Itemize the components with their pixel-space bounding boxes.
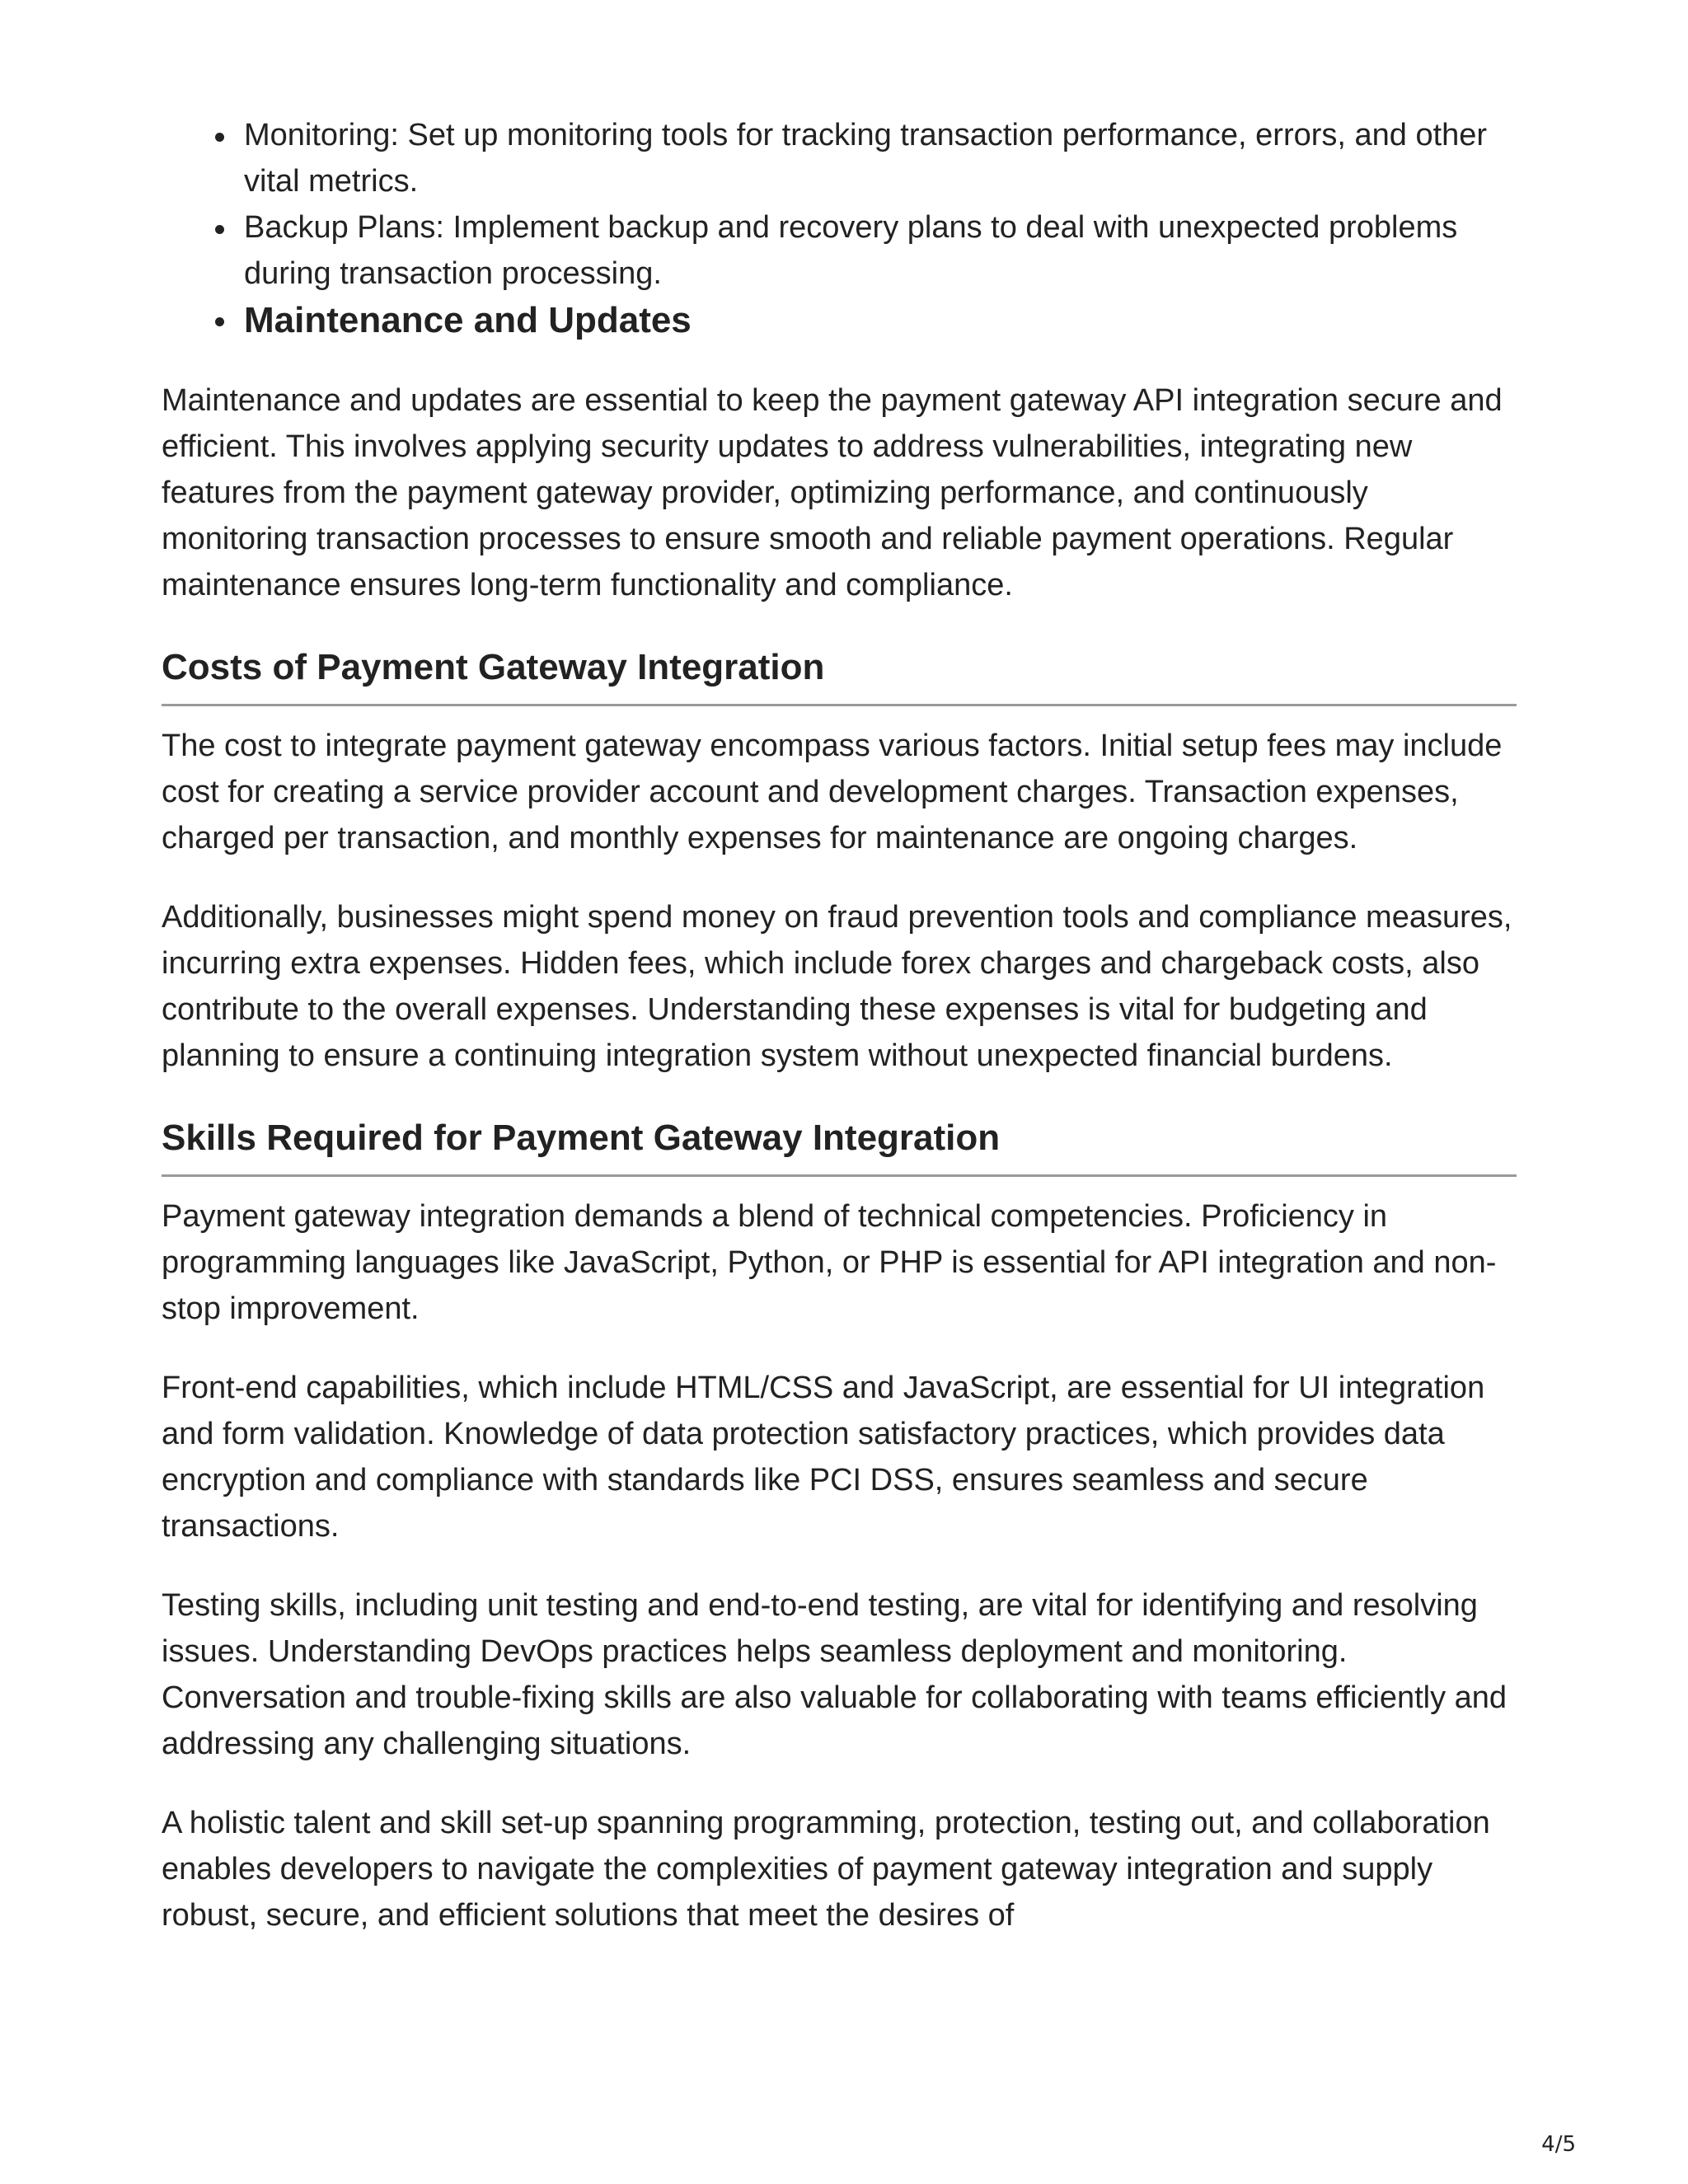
maintenance-paragraph: Maintenance and updates are essential to keep the payment gateway API integration secure and efficient. This involves applying security updates to address vulnerabilities, integrating new features from the payment gateway provider, optimizing performance, and continuously monitoring transaction processes to ensure smooth and reliable payment operations. Regular maintenance ensures long-term functionality and compliance. xyxy=(162,383,1503,602)
skills-paragraph-1: Payment gateway integration demands a blend of technical competencies. Proficiency in programming languages like JavaScript, Python, or PHP is essential for API integration and non-stop improvement. xyxy=(162,1199,1497,1326)
costs-heading: Costs of Payment Gateway Integration xyxy=(162,643,1517,706)
skills-paragraph-2: Front-end capabilities, which include HTML/CSS and JavaScript, are essential for UI integration and form validation. Knowledge of data protection satisfactory practices, which provides data encryption and compliance with standards like PCI DSS, ensures seamless and secure transactions. xyxy=(162,1371,1485,1544)
bullet-item-backup-plans: Backup Plans: Implement backup and recovery plans to deal with unexpected problems during transaction processing. xyxy=(244,204,1517,297)
page-number: 4/5 xyxy=(1541,2132,1576,2157)
costs-paragraph-2: Additionally, businesses might spend money on fraud prevention tools and compliance measures, incurring extra expenses. Hidden fees, which include forex charges and chargeback costs, also contribute to the overall expenses. Understanding these expenses is vital for budgeting and planning to ensure a continuing integration system without unexpected financial burdens. xyxy=(162,900,1512,1073)
bullet-list xyxy=(162,112,1517,344)
skills-paragraph-3: Testing skills, including unit testing and end-to-end testing, are vital for identifying and resolving issues. Understanding DevOps practices helps seamless deployment and monitoring. Conversation and trouble-fixing skills are also valuable for collaborating with teams efficiently and addressing any challenging situations. xyxy=(162,1588,1507,1761)
skills-paragraph-4: A holistic talent and skill set-up spanning programming, protection, testing out, and collaboration enables developers to navigate the complexities of payment gateway integration and supply robust, secure, and efficient solutions that meet the desires of xyxy=(162,1806,1490,1933)
bullet-item-maintenance-heading: Maintenance and Updates xyxy=(244,297,1517,344)
costs-paragraph-1: The cost to integrate payment gateway encompass various factors. Initial setup fees may include cost for creating a service provider account and development charges. Transaction expenses, charged per transaction, and monthly expenses for maintenance are ongoing charges. xyxy=(162,729,1503,855)
article-body xyxy=(162,112,1517,1938)
skills-heading: Skills Required for Payment Gateway Integration xyxy=(162,1113,1517,1177)
bullet-item-monitoring: Monitoring: Set up monitoring tools for tracking transaction performance, errors, and other vital metrics. xyxy=(244,112,1517,204)
